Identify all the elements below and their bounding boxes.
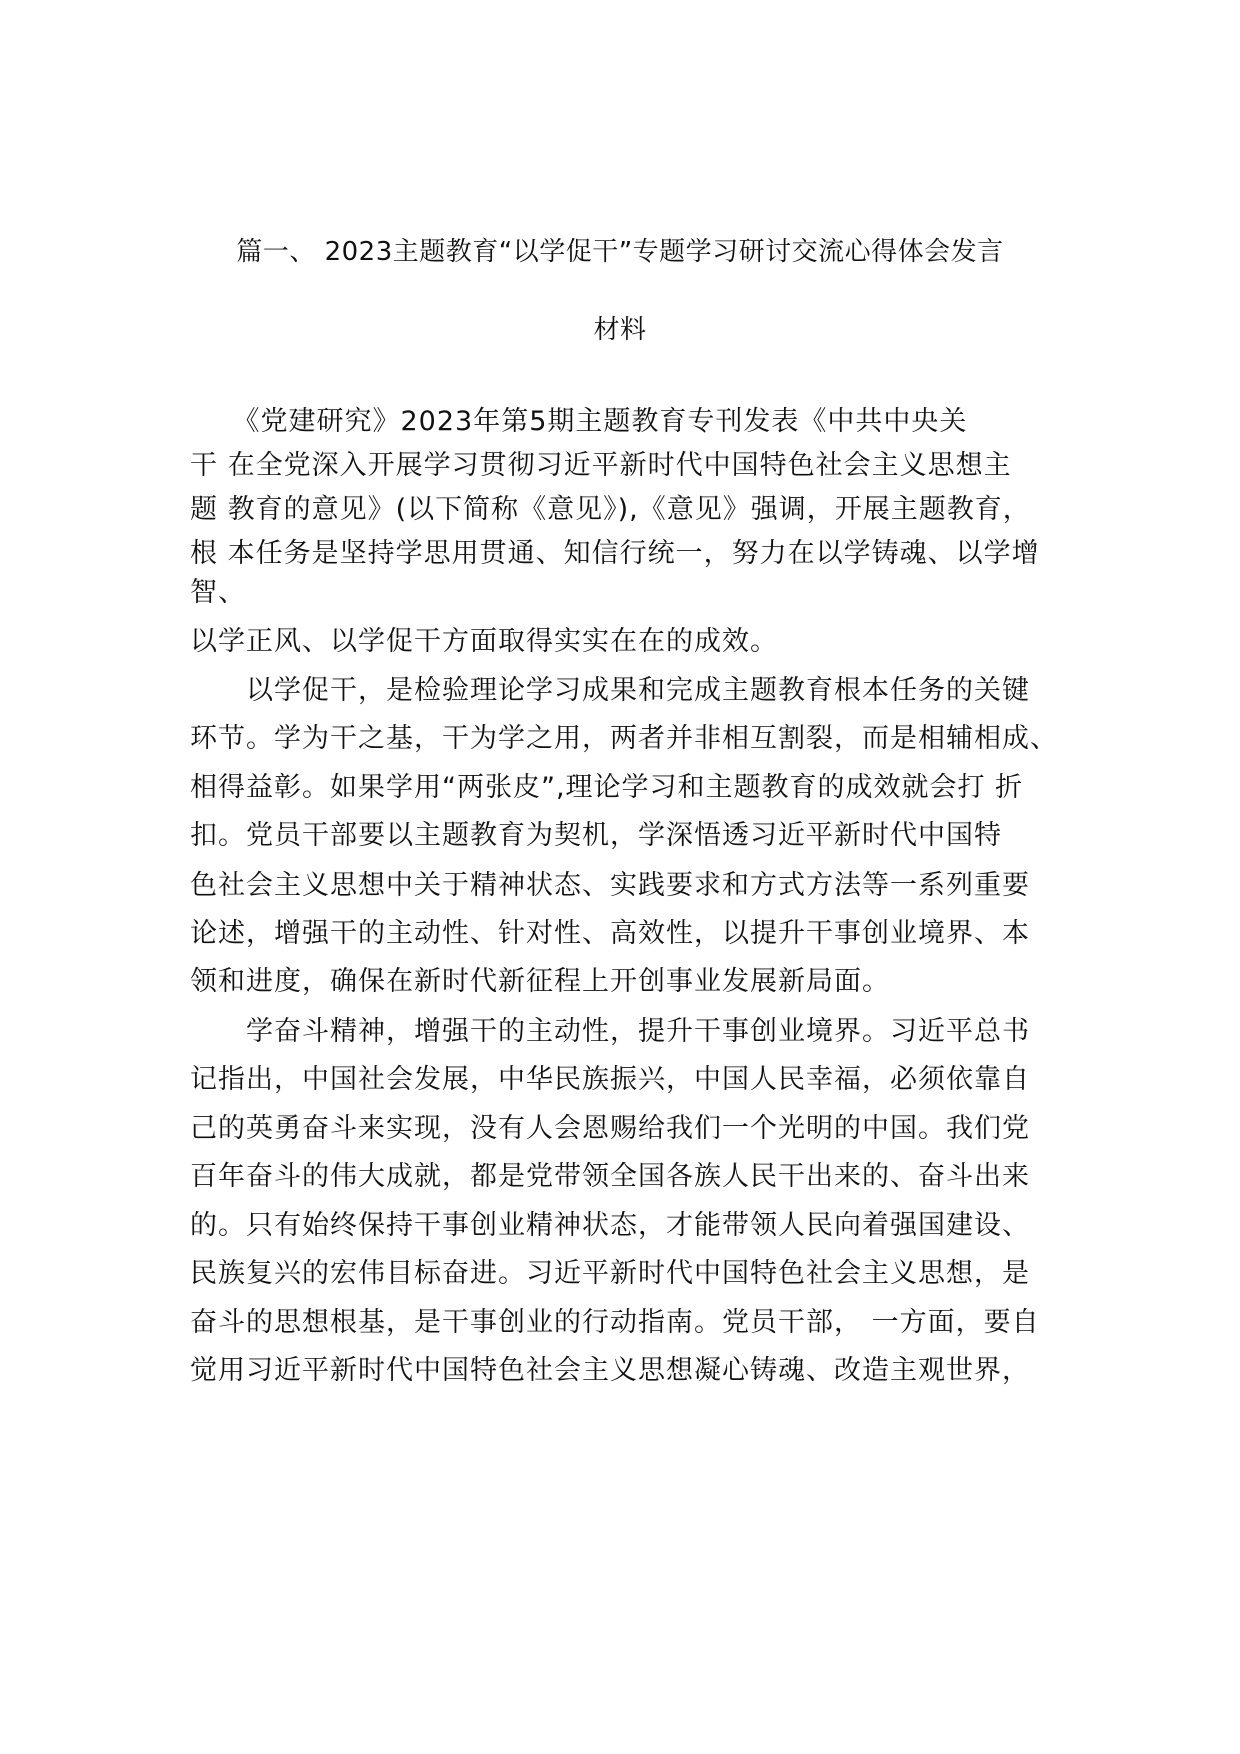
paragraph-2-line-4: 扣。党员干部要以主题教育为契机，学深悟透习近平新时代中国特 — [190, 820, 1002, 851]
paragraph-3-line-5: 的。只有始终保持干事创业精神状态，才能带领人民向着强国建设、 — [190, 1210, 1030, 1241]
paragraph-2-line-6: 论述，增强干的主动性、针对性、高效性，以提升干事创业境界、本 — [190, 918, 1030, 949]
paragraph-3-line-7: 奋斗的思想根基，是干事创业的行动指南。党员干部， 一方面，要自 — [190, 1307, 1040, 1338]
paragraph-1-line-2: 干 在全党深入开展学习贯彻习近平新时代中国特色社会主义思想主 — [190, 450, 1012, 481]
paragraph-2-line-5: 色社会主义思想中关于精神状态、实践要求和方式方法等一系列重要 — [190, 870, 1030, 901]
paragraph-3-line-3: 己的英勇奋斗来实现，没有人会恩赐给我们一个光明的中国。我们党 — [190, 1113, 1030, 1144]
paragraph-1-line-6: 以学正风、以学促干方面取得实实在在的成效。 — [190, 626, 778, 657]
paragraph-1-line-5: 智、 — [190, 577, 246, 608]
paragraph-3-line-8: 觉用习近平新时代中国特色社会主义思想凝心铸魂、改造主观世界， — [190, 1355, 1030, 1386]
document-title-line-1: 篇一、 2023主题教育“以学促干”专题学习研讨交流心得体会发言 — [236, 237, 1004, 267]
paragraph-1-line-4: 根 本任务是坚持学思用贯通、知信行统一，努力在以学铸魂、以学增 — [190, 538, 1040, 569]
paragraph-2-line-7: 领和进度，确保在新时代新征程上开创事业发展新局面。 — [190, 966, 890, 997]
document-title-line-2: 材料 — [593, 315, 647, 345]
paragraph-2-line-3: 相得益彰。如果学用“两张皮”,理论学习和主题教育的成效就会打 折 — [190, 772, 1024, 803]
paragraph-2-line-2: 环节。学为干之基，干为学之用，两者并非相互割裂，而是相辅相成、 — [190, 723, 1058, 754]
paragraph-3-line-4: 百年奋斗的伟大成就，都是党带领全国各族人民干出来的、奋斗出来 — [190, 1161, 1030, 1192]
paragraph-2-line-1: 以学促干，是检验理论学习成果和完成主题教育根本任务的关键 — [190, 675, 1030, 706]
paragraph-3-line-1: 学奋斗精神，增强干的主动性，提升干事创业境界。习近平总书 — [190, 1016, 1030, 1047]
paragraph-3-line-2: 记指出，中国社会发展，中华民族振兴，中国人民幸福，必须依靠自 — [190, 1064, 1030, 1095]
paragraph-1-line-3: 题 教育的意见》(以下简称《意见》),《意见》强调，开展主题教育， — [190, 494, 1031, 525]
paragraph-1-line-1: 《党建研究》2023年第5期主题教育专刊发表《中共中央关 — [190, 406, 968, 437]
paragraph-3-line-6: 民族复兴的宏伟目标奋进。习近平新时代中国特色社会主义思想，是 — [190, 1258, 1030, 1289]
